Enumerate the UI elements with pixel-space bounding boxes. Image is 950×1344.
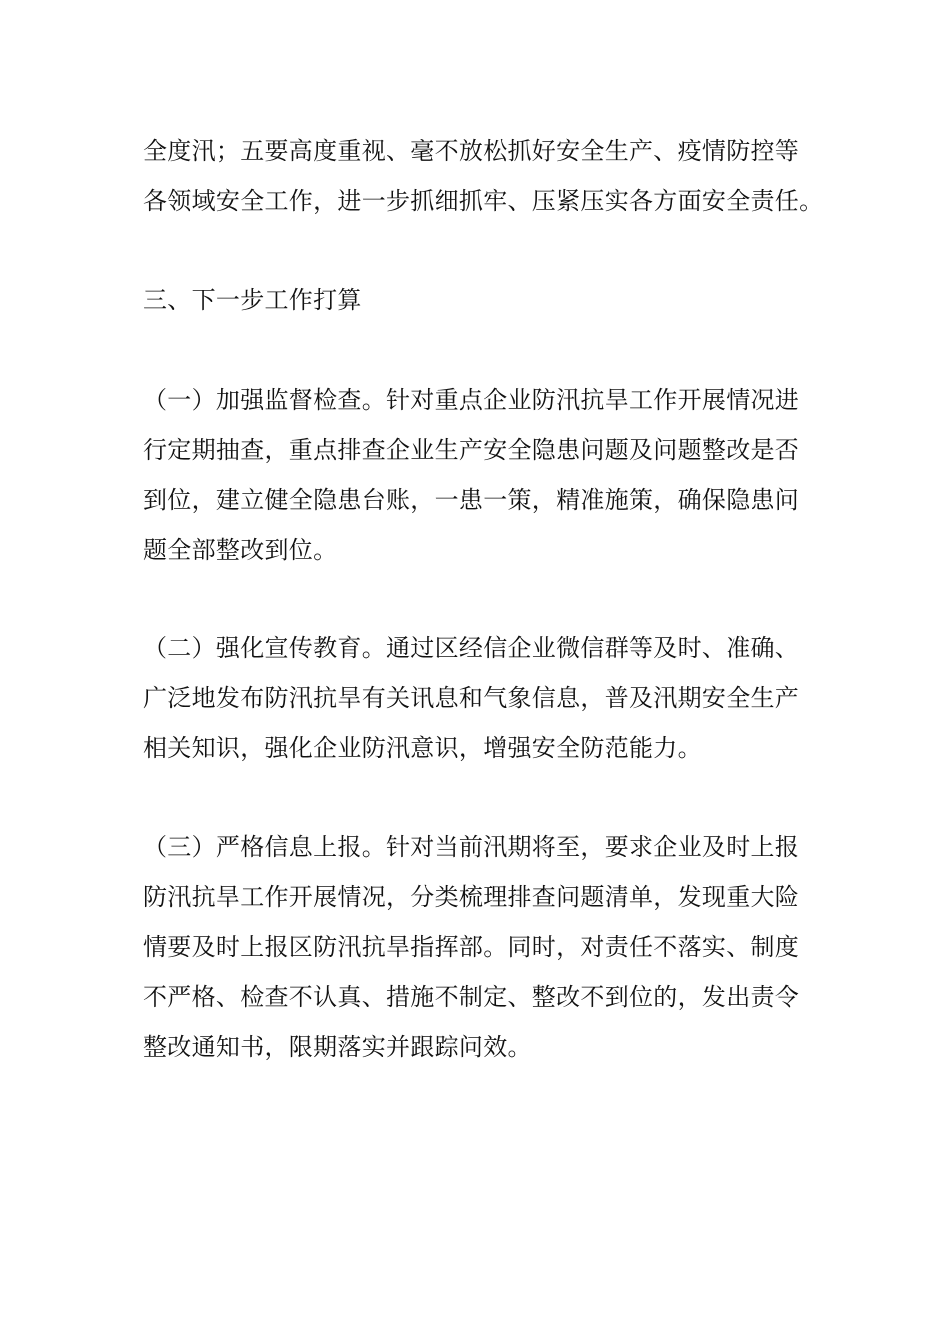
text-line: （一）加强监督检查。针对重点企业防汛抗旱工作开展情况进	[143, 386, 800, 414]
text-line: 全度汛；五要高度重视、毫不放松抓好安全生产、疫情防控等	[143, 137, 800, 165]
text-line: 行定期抽查，重点排查企业生产安全隐患问题及问题整改是否	[143, 436, 800, 464]
text-line: 情要及时上报区防汛抗旱指挥部。同时，对责任不落实、制度	[143, 933, 800, 961]
text-line: 各领域安全工作，进一步抓细抓牢、压紧压实各方面安全责任。	[143, 187, 824, 215]
text-line: 相关知识，强化企业防汛意识，增强安全防范能力。	[143, 734, 702, 762]
text-line: （三）严格信息上报。针对当前汛期将至，要求企业及时上报	[143, 833, 800, 861]
text-line: 题全部整改到位。	[143, 536, 338, 564]
text-line: 防汛抗旱工作开展情况，分类梳理排查问题清单，发现重大险	[143, 883, 800, 911]
text-line: 广泛地发布防汛抗旱有关讯息和气象信息，普及汛期安全生产	[143, 684, 800, 712]
text-line: 整改通知书，限期落实并跟踪问效。	[143, 1033, 532, 1061]
text-line: 到位，建立健全隐患台账，一患一策，精准施策，确保隐患问	[143, 486, 800, 514]
text-line: 不严格、检查不认真、措施不制定、整改不到位的，发出责令	[143, 983, 800, 1011]
text-line: （二）强化宣传教育。通过区经信企业微信群等及时、准确、	[143, 634, 800, 662]
section-heading: 三、下一步工作打算	[143, 286, 362, 314]
